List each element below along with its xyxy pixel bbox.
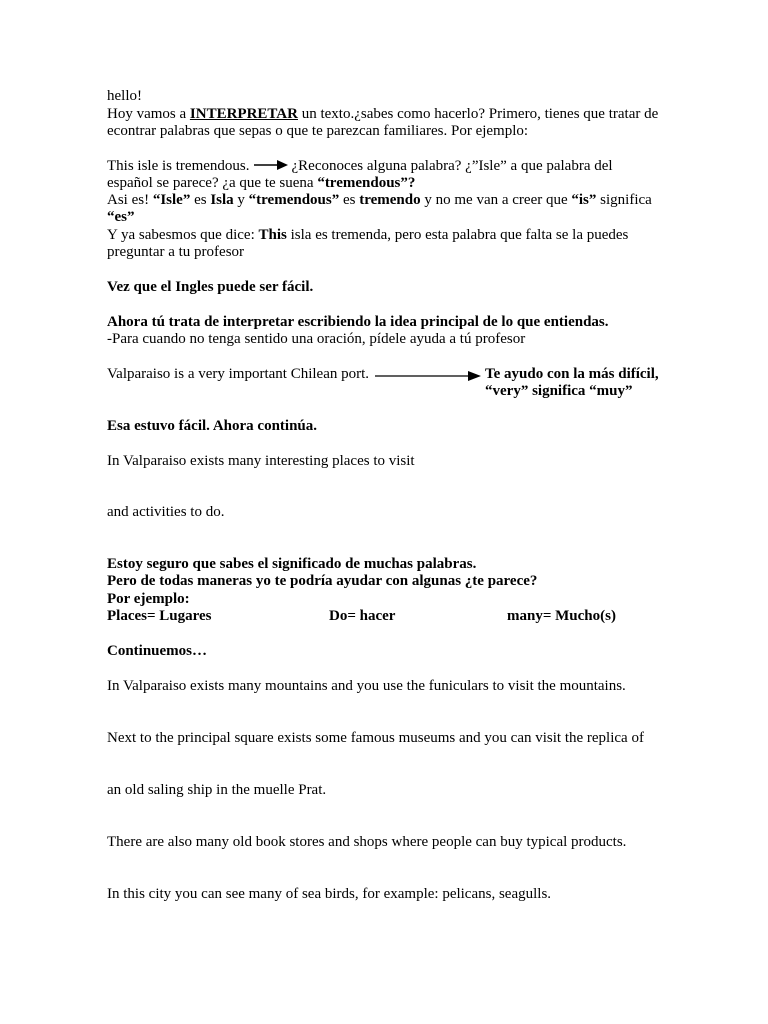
answer-text: Asi es! bbox=[107, 192, 153, 208]
exercise-sentence: In this city you can see many of sea birds, for example: pelicans, seagulls. bbox=[107, 886, 552, 902]
intro-keyword: INTERPRETAR bbox=[189, 106, 298, 122]
exercise-sentence: Next to the principal square exists some famous museums and you can visit the replica of bbox=[107, 730, 644, 746]
intro-text: un texto.¿sabes como hacerlo? Primero, tienes que tratar de bbox=[297, 106, 659, 122]
exercise-sentence: In Valparaiso exists many mountains and you use the funiculars to visit the mountains. bbox=[107, 678, 626, 694]
intro-line-1 bbox=[107, 106, 658, 123]
intro-text: Hoy vamos a bbox=[107, 106, 190, 122]
vocabulary-term: Places= Lugares bbox=[107, 608, 212, 624]
exercise1-sentence: Valparaiso is a very important Chilean port. bbox=[107, 366, 370, 382]
intro-line-2: econtrar palabras que sepas o que te parezcan familiares. Por ejemplo: bbox=[107, 123, 529, 139]
example-sentence: This isle is tremendous. bbox=[107, 158, 250, 174]
example-answer-line-1 bbox=[107, 192, 652, 209]
example-meaning-line-2: preguntar a tu profesor bbox=[107, 244, 245, 260]
exercise1-hint-line-1: Te ayudo con la más difícil, bbox=[485, 366, 659, 382]
example-answer-line-2: “es” bbox=[107, 209, 135, 225]
arrow-right-icon bbox=[254, 160, 288, 170]
answer-word: “Isle” bbox=[152, 192, 191, 208]
exercise2-line-2: and activities to do. bbox=[107, 504, 225, 520]
example-question-text: español se parece? ¿a que te suena bbox=[107, 175, 318, 191]
continue-note: Esa estuvo fácil. Ahora continúa. bbox=[107, 418, 318, 434]
exercise-sentence: There are also many old book stores and shops where people can buy typical products. bbox=[107, 834, 627, 850]
answer-word: tremendo bbox=[359, 192, 421, 208]
example-question: ¿Reconoces alguna palabra? ¿”Isle” a que palabra del bbox=[291, 158, 613, 174]
vocabulary-intro: Estoy seguro que sabes el significado de muchas palabras. bbox=[107, 556, 477, 572]
meaning-text: isla es tremenda, pero esta palabra que falta se la puedes bbox=[286, 227, 629, 243]
easy-note: Vez que el Ingles puede ser fácil. bbox=[107, 279, 314, 295]
answer-word: “tremendous” bbox=[248, 192, 340, 208]
vocabulary-term: many= Mucho(s) bbox=[507, 608, 616, 624]
answer-word: “is” bbox=[571, 192, 597, 208]
answer-text: y no me van a creer que bbox=[420, 192, 572, 208]
exercise-sentence: an old saling ship in the muelle Prat. bbox=[107, 782, 327, 798]
answer-word: Isla bbox=[210, 192, 234, 208]
example-line-2 bbox=[107, 175, 415, 192]
arrow-right-icon bbox=[375, 370, 481, 382]
answer-text: es bbox=[339, 192, 360, 208]
instructions-heading: Ahora tú trata de interpretar escribiendo la idea principal de lo que entiendas. bbox=[107, 314, 609, 330]
vocabulary-offer: Pero de todas maneras yo te podría ayudar con algunas ¿te parece? bbox=[107, 573, 538, 589]
answer-text: significa bbox=[596, 192, 652, 208]
meaning-word: This bbox=[258, 227, 287, 243]
answer-text: es bbox=[190, 192, 211, 208]
instructions-tip: -Para cuando no tenga sentido una oración, pídele ayuda a tú profesor bbox=[107, 331, 526, 347]
meaning-text: Y ya sabesmos que dice: bbox=[107, 227, 259, 243]
example-line-1 bbox=[107, 158, 613, 175]
continue-label: Continuemos… bbox=[107, 643, 208, 659]
exercise1-hint-line-2: “very” significa “muy” bbox=[485, 383, 633, 399]
example-question-word: “tremendous”? bbox=[317, 175, 416, 191]
vocabulary-example-label: Por ejemplo: bbox=[107, 591, 190, 607]
answer-text: y bbox=[233, 192, 249, 208]
greeting: hello! bbox=[107, 88, 142, 104]
exercise2-line-1: In Valparaiso exists many interesting places to visit bbox=[107, 453, 415, 469]
vocabulary-term: Do= hacer bbox=[329, 608, 396, 624]
example-meaning-line-1 bbox=[107, 227, 628, 244]
